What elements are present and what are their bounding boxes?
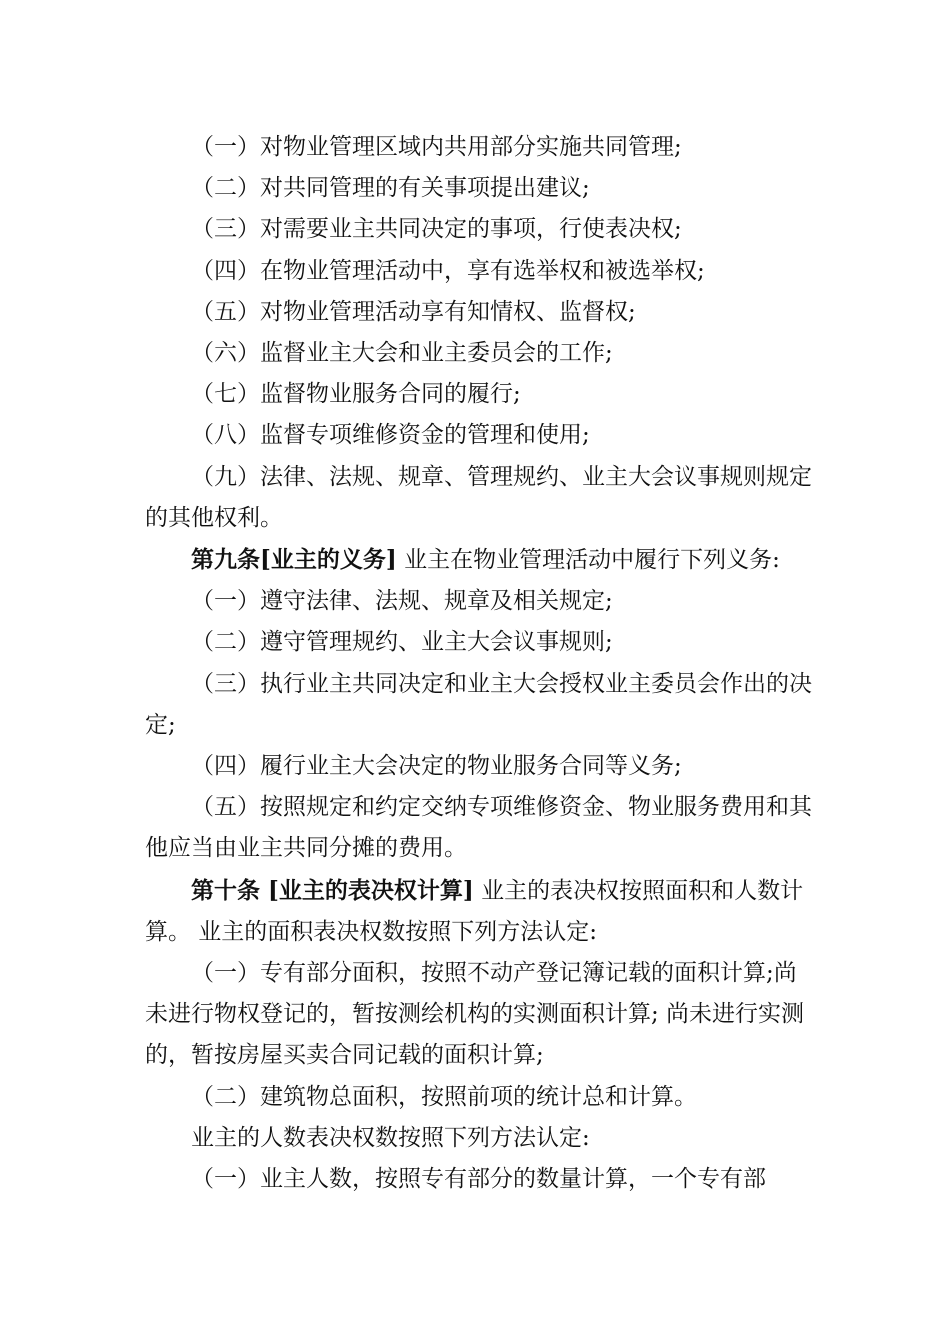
paragraph-text: 业主的表决权按照面积和人数计算。 业主的面积表决权数按照下列方法认定:	[145, 877, 804, 945]
paragraph-text: 业主的人数表决权数按照下列方法认定:	[191, 1124, 590, 1151]
paragraph	[145, 953, 817, 1077]
paragraph-text: （三）执行业主共同决定和业主大会授权业主委员会作出的决定;	[145, 670, 812, 738]
paragraph-text: （五）按照规定和约定交纳专项维修资金、物业服务费用和其他应当由业主共同分摊的费用。	[145, 794, 812, 862]
paragraph-text: （四）在物业管理活动中，享有选举权和被选举权;	[191, 257, 705, 284]
paragraph	[145, 787, 817, 869]
paragraph-text: （三）对需要业主共同决定的事项，行使表决权;	[191, 216, 682, 243]
paragraph-text: （一）专有部分面积，按照不动产登记簿记载的面积计算;尚未进行物权登记的，暂按测绘机构的实测面积计算; 尚未进行实测的，暂按房屋买卖合同记载的面积计算;	[145, 960, 805, 1069]
paragraph	[145, 581, 817, 622]
paragraph-text: （七）监督物业服务合同的履行;	[191, 381, 521, 408]
paragraph	[145, 1159, 817, 1200]
paragraph-text: （一）对物业管理区域内共用部分实施共同管理;	[191, 134, 682, 160]
paragraph-text: （一）遵守法律、法规、规章及相关规定;	[191, 588, 613, 615]
document-body	[145, 127, 817, 1200]
paragraph	[145, 127, 817, 168]
paragraph	[145, 664, 817, 746]
article-paragraph	[145, 870, 817, 953]
paragraph-text: （五）对物业管理活动享有知情权、监督权;	[191, 298, 636, 325]
paragraph-text: （四）履行业主大会决定的物业服务合同等义务;	[191, 753, 682, 780]
paragraph-text: （二）建筑物总面积，按照前项的统计总和计算。	[191, 1083, 697, 1110]
article-heading: 第九条[业主的义务]	[191, 546, 397, 574]
paragraph	[145, 622, 817, 663]
paragraph	[145, 1118, 817, 1159]
paragraph	[145, 209, 817, 250]
paragraph	[145, 457, 817, 539]
paragraph	[145, 333, 817, 374]
paragraph	[145, 746, 817, 787]
paragraph-text: （一）业主人数，按照专有部分的数量计算，一个专有部	[191, 1166, 766, 1193]
paragraph-text: （八）监督专项维修资金的管理和使用;	[191, 422, 590, 449]
paragraph	[145, 251, 817, 292]
paragraph-text: （二）遵守管理规约、业主大会议事规则;	[191, 629, 613, 656]
paragraph	[145, 292, 817, 333]
paragraph-text: （六）监督业主大会和业主委员会的工作;	[191, 340, 613, 367]
paragraph-text: （二）对共同管理的有关事项提出建议;	[191, 175, 590, 202]
paragraph-text: 业主在物业管理活动中履行下列义务:	[396, 547, 780, 574]
paragraph-text: （九）法律、法规、规章、管理规约、业主大会议事规则规定的其他权利。	[145, 463, 812, 531]
paragraph	[145, 415, 817, 456]
article-heading: 第十条 [业主的表决权计算]	[191, 876, 474, 904]
paragraph	[145, 374, 817, 415]
paragraph	[145, 1077, 817, 1118]
paragraph	[145, 168, 817, 209]
article-paragraph	[145, 539, 817, 581]
